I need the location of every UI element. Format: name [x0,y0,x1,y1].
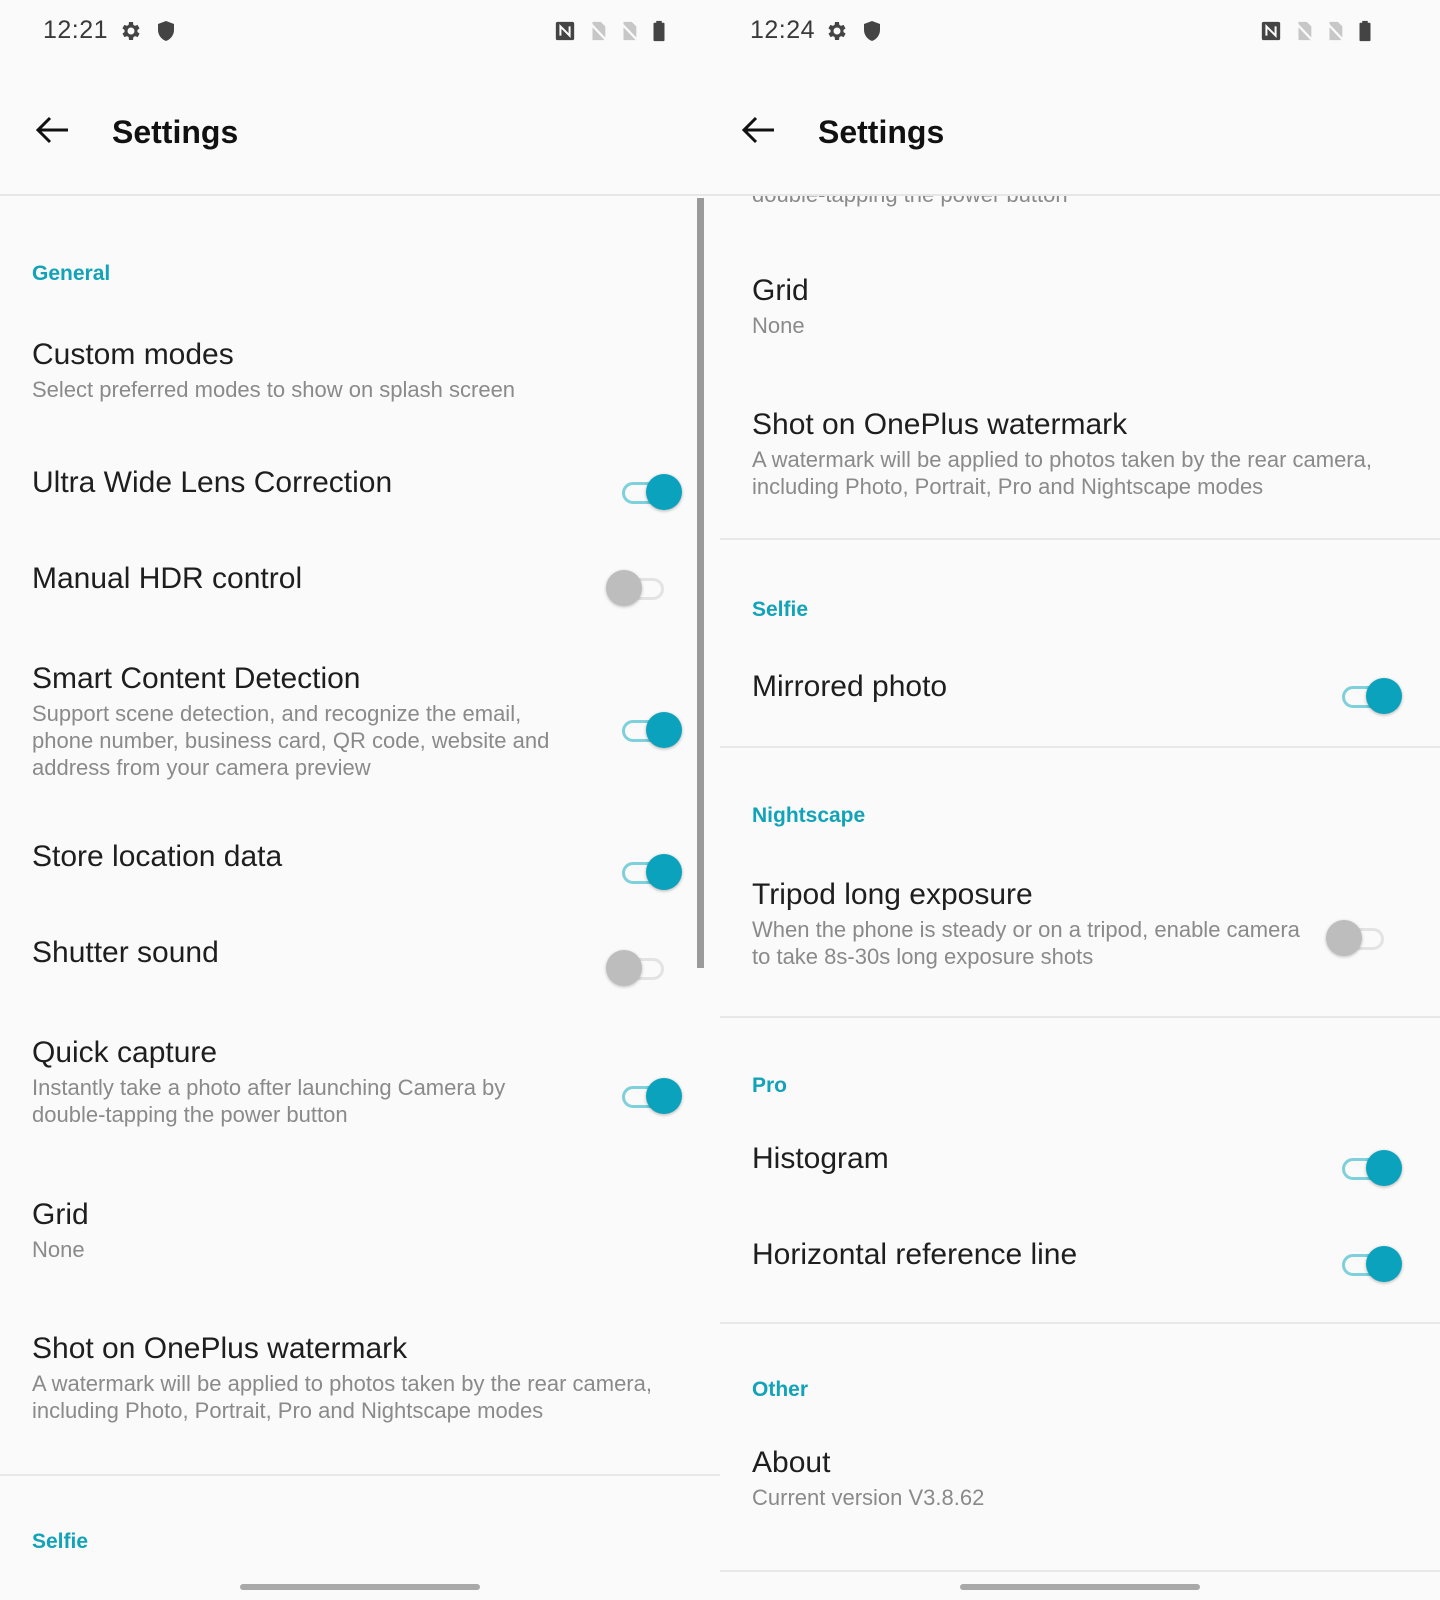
section-selfie: Selfie [752,598,809,621]
item-title: Shot on OnePlus watermark [32,1332,408,1365]
section-nightscape: Nightscape [752,804,866,827]
item-subtitle: A watermark will be applied to photos taken by the rear camera, including Photo, Portrait, Pro and Nightscape modes [32,1371,652,1423]
battery-icon [648,19,670,43]
battery-icon [1354,19,1376,43]
no-sim-icon [587,19,609,43]
nfc-icon [554,19,576,43]
app-bar [0,64,720,196]
item-title: Manual HDR control [32,562,303,595]
section-other: Other [752,1378,809,1401]
item-subtitle: None [32,1237,85,1262]
item-subtitle: Select preferred modes to show on splash screen [32,377,516,402]
store-location-toggle[interactable] [618,852,684,892]
back-arrow-icon[interactable] [738,110,778,150]
item-title: Ultra Wide Lens Correction [32,466,393,499]
no-sim-icon [1324,19,1346,43]
section-pro: Pro [752,1074,788,1097]
item-title: About [752,1446,831,1479]
status-bar [0,0,720,64]
item-title: Histogram [752,1142,889,1175]
item-title: Smart Content Detection [32,662,361,695]
home-indicator[interactable] [960,1584,1200,1590]
item-subtitle: A watermark will be applied to photos taken by the rear camera, including Photo, Portrait, Pro and Nightscape modes [752,447,1372,499]
section-general: General [32,262,111,285]
no-sim-icon [1293,19,1315,43]
right-screen [720,0,1440,1600]
item-title: Grid [752,274,809,307]
divider [0,1474,720,1476]
quick-capture-toggle[interactable] [618,1076,684,1116]
item-subtitle: When the phone is steady or on a tripod, enable camera to take 8s-30s long exposure shots [752,917,1300,969]
ultra-wide-toggle[interactable] [618,472,684,512]
divider [720,1016,1440,1018]
no-sim-icon [618,19,640,43]
status-time: 12:21 [43,16,109,44]
back-arrow-icon[interactable] [32,110,72,150]
mirrored-photo-toggle[interactable] [1338,676,1404,716]
page-title: Settings [818,114,945,150]
item-subtitle: Support scene detection, and recognize the email, phone number, business card, QR code, website and address from your camera preview [32,701,550,780]
shield-icon [860,19,884,43]
divider [720,1322,1440,1324]
home-indicator[interactable] [240,1584,480,1590]
tripod-toggle[interactable] [1326,918,1392,958]
nfc-icon [1260,19,1282,43]
divider [720,538,1440,540]
item-title: Shutter sound [32,936,219,969]
item-title: Grid [32,1198,89,1231]
app-bar [720,64,1440,196]
item-title: Store location data [32,840,283,873]
item-title: Custom modes [32,338,234,371]
item-title: Shot on OnePlus watermark [752,408,1128,441]
shield-icon [154,19,178,43]
item-subtitle: Instantly take a photo after launching Camera by double-tapping the power button [32,1075,506,1127]
divider [720,1570,1440,1572]
horizontal-line-toggle[interactable] [1338,1244,1404,1284]
status-bar [720,0,1440,64]
smart-content-toggle[interactable] [618,710,684,750]
item-title: Horizontal reference line [752,1238,1078,1271]
settings-list[interactable] [720,198,1440,1600]
settings-list[interactable] [0,198,720,1600]
item-title: Mirrored photo [752,670,948,703]
shutter-sound-toggle[interactable] [606,948,672,988]
item-title: Quick capture [32,1036,218,1069]
item-subtitle: None [752,313,805,338]
item-title: Tripod long exposure [752,878,1033,911]
scrollbar[interactable] [697,198,704,968]
section-selfie: Selfie [32,1530,89,1553]
status-time: 12:24 [750,16,816,44]
manual-hdr-toggle[interactable] [606,568,672,608]
histogram-toggle[interactable] [1338,1148,1404,1188]
page-title: Settings [112,114,239,150]
item-subtitle: Current version V3.8.62 [752,1485,985,1510]
gear-icon [118,19,142,43]
divider [720,746,1440,748]
gear-icon [824,19,848,43]
